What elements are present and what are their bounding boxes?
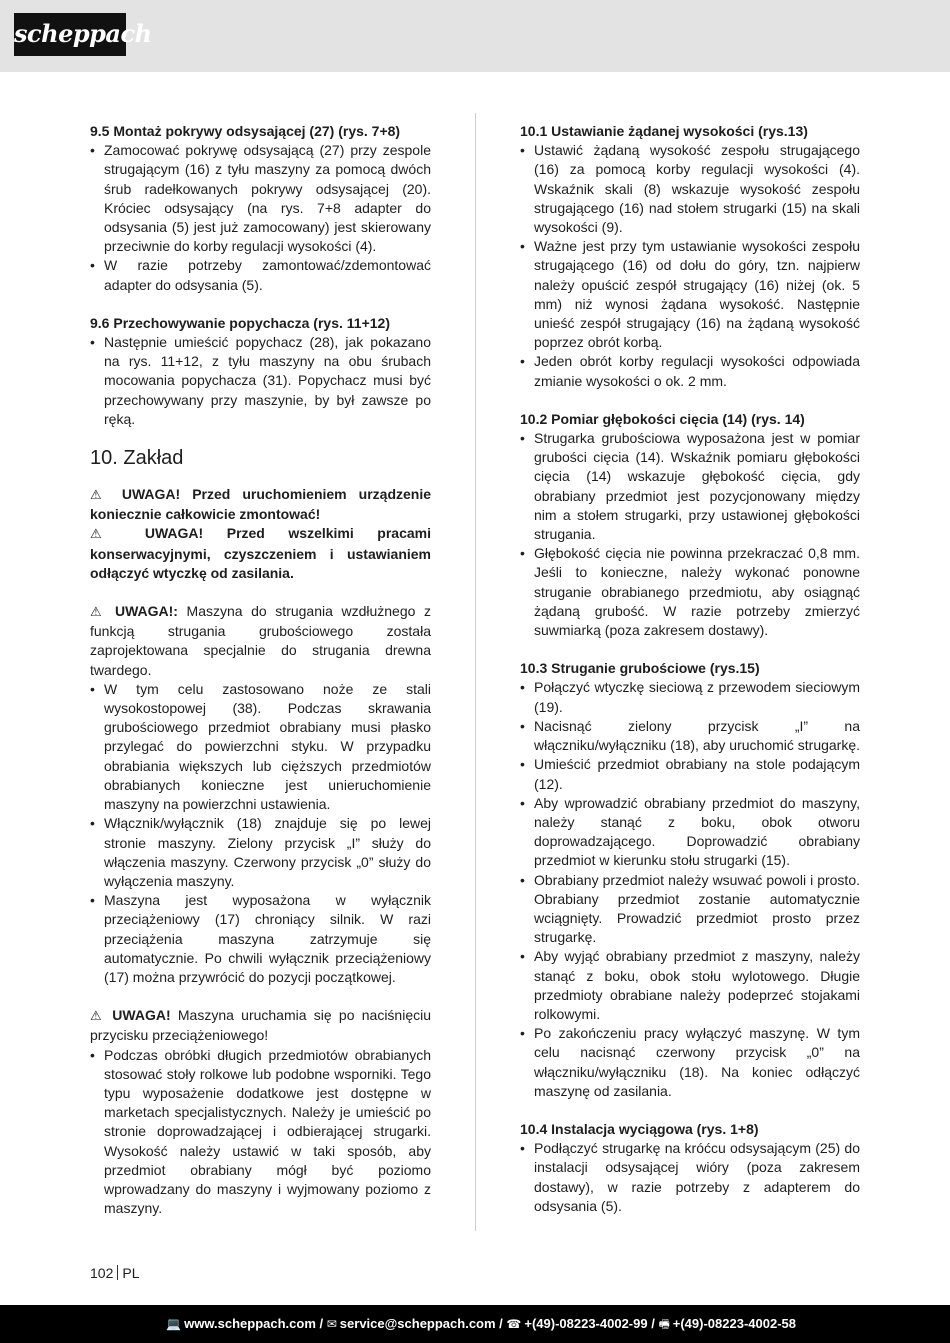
list-item: • Ustawić żądaną wysokość zespołu strugającego (16) za pomocą korby regulacji wysokości (4). Wskaźnik skali (8) wskazuje wysokość zespołu strugającego (16) nad stołem strugarki (15) na skali wysokości (9). xyxy=(520,141,860,237)
hardwood-list xyxy=(90,680,431,987)
page-number: 102 PL xyxy=(90,1265,140,1281)
phone-icon: ☎ xyxy=(506,1317,522,1331)
section-10-4-title: 10.4 Instalacja wyciągowa (rys. 1+8) xyxy=(520,1120,759,1137)
warning-assembly: ⚠ UWAGA! Przed uruchomieniem urządzenie koniecznie całkowicie zmontować! xyxy=(90,486,432,523)
fax-icon: 🖷 xyxy=(658,1317,670,1331)
left-column xyxy=(90,122,431,1218)
list-item: • Aby wprowadzić obrabiany przedmiot do maszyny, należy stanąć z boku, obok otworu doprowadzającego. Doprowadzić obrabiany przedmiot w kierunku stołu strugarki (15). xyxy=(520,794,860,871)
list-item: • Umieścić przedmiot obrabiany na stole podającym (12). xyxy=(520,755,860,793)
list-item: • Połączyć wtyczkę sieciową z przewodem sieciowym (19). xyxy=(520,678,860,716)
email-icon: ✉ xyxy=(326,1317,337,1331)
list-item: • Następnie umieścić popychacz (28), jak pokazano na rys. 11+12, z tyłu maszyny na obu śrubach mocowania popychacza (31). Popychacz musi być przechowywany przy maszynie, by był zawsze po ręką. xyxy=(90,333,431,429)
footer-phone: +(49)-08223-4002-99 / xyxy=(524,1316,655,1331)
list-item: • Głębokość cięcia nie powinna przekraczać 0,8 mm. Jeśli to konieczne, należy wykonać ponowne struganie obrabianego przedmiotu, aby osiągnąć żądaną grubość. W razie potrzeby zmierzyć suwmiarką (poza zakresem dostawy). xyxy=(520,544,860,640)
right-column xyxy=(520,122,860,1216)
list-item: • W tym celu zastosowano noże ze stali wysokostopowej (38). Podczas skrawania grubościowego przedmiot obrabiany musi płasko przylegać do powierzchni styku. W przypadku obrabiania większych lub cięższych przedmiotów obrabianych konieczne jest unieruchomienie maszyny na powierzchni ustawienia. xyxy=(90,680,431,814)
list-item: • Aby wyjąć obrabiany przedmiot z maszyny, należy stanąć z boku, obok stołu wylotowego. Długie przedmioty obrabiane należy podeprzeć stojakami rolkowymi. xyxy=(520,947,860,1024)
list-item: • W razie potrzeby zamontować/zdemontować adapter do odsysania (5). xyxy=(90,256,431,294)
section-9-5-title: 9.5 Montaż pokrywy odsysającej (27) (rys. 7+8) xyxy=(90,123,401,139)
footer-website[interactable]: www.scheppach.com / xyxy=(184,1316,324,1331)
header-bar xyxy=(0,0,950,72)
scheppach-logo: scheppach xyxy=(14,13,126,56)
section-10-3-title: 10.3 Struganie grubościowe (rys.15) xyxy=(520,660,760,677)
list-item: • Zamocować pokrywę odsysającą (27) przy zespole strugającym (16) z tyłu maszyny za pomocą dwóch śrub radełkowanych pokrywy odsysającej (20). Króciec odsysający (na rys. 7+8 adapter do odsysania (5) jest już zamocowany) jest skierowany przeciwnie do korby regulacji wysokości (4). xyxy=(90,141,431,256)
list-item: • Maszyna jest wyposażona w wyłącznik przeciążeniowy (17) chroniący silnik. W razi przeciążenia maszyna zatrzymuje się automatycznie. Po chwili wyłącznik przeciążeniowy (17) można przywrócić do pozycji początkowej. xyxy=(90,891,431,987)
section-9-5-list xyxy=(90,141,431,295)
footer-fax: +(49)-08223-4002-58 xyxy=(672,1316,796,1331)
warning-icon: ⚠ xyxy=(90,1009,106,1025)
list-item: • Podczas obróbki długich przedmiotów obrabianych stosować stoły rolkowe lub podobne wsporniki. Tego typu wyposażenie dodatkowe jest dostępne w marketach specjalistycznych. Należy je umieścić po stronie doprowadzającej i odbierającej strugarki. Wysokość należy ustawić w taki sposób, aby przedmiot obrabiany mógł być poziomo wprowadzany do maszyny i wyjmowany poziomo z maszyny. xyxy=(90,1046,431,1219)
section-10-4-list xyxy=(520,1139,860,1216)
section-10-1-title: 10.1 Ustawianie żądanej wysokości (rys.13) xyxy=(520,123,808,139)
warning-hardwood: ⚠ UWAGA!: Maszyna do strugania wzdłużnego z funkcją strugania grubościowego została zaprojektowana specjalnie do strugania drewna twardego. xyxy=(90,603,432,678)
section-10-title: 10. Zakład xyxy=(90,447,184,470)
computer-icon: 💻 xyxy=(166,1317,182,1331)
column-divider xyxy=(475,113,476,1231)
list-item: • Strugarka grubościowa wyposażona jest w pomiar grubości cięcia (14). Wskaźnik pomiaru głębokości cięcia (14) wskazuje głębokość cięcia, gdy obrabiany przedmiot jest pozycjonowany między nim a stołem strugarki, przy ustawionej głębokości strugania. xyxy=(520,429,860,544)
list-item: • Ważne jest przy tym ustawianie wysokości zespołu strugającego (16) od dołu do góry, tzn. najpierw należy opuścić zespół strugający (16) niżej (ok. 5 mm) niż wynosi żądana wysokość. Następnie unieść zespół strugający (16) na żądaną wysokość poprzez obrót korbą. xyxy=(520,237,860,352)
warning-maintenance: ⚠ UWAGA! Przed wszelkimi pracami konserwacyjnymi, czyszczeniem i ustawianiem odłączyć wtyczkę od zasilania. xyxy=(90,525,431,581)
list-item: • Obrabiany przedmiot należy wsuwać powoli i prosto. Obrabiany przedmiot zostanie automatycznie wciągnięty. Prowadzić przedmiot prosto przez strugarkę. xyxy=(520,871,860,948)
section-10-2-list xyxy=(520,429,860,640)
section-9-6-title: 9.6 Przechowywanie popychacza (rys. 11+12) xyxy=(90,314,390,331)
warning-icon: ⚠ xyxy=(90,605,107,621)
list-item: • Włącznik/wyłącznik (18) znajduje się po lewej stronie maszyny. Zielony przycisk „I” służy do włączenia maszyny. Czerwony przycisk „0” służy do wyłączenia maszyny. xyxy=(90,814,431,891)
section-10-3-list xyxy=(520,678,860,1100)
overload-list xyxy=(90,1046,431,1219)
section-10-1-list xyxy=(520,141,860,391)
section-10-2-title: 10.2 Pomiar głębokości cięcia (14) (rys. 14) xyxy=(520,410,805,427)
footer-bar xyxy=(0,1305,950,1343)
warning-icon: ⚠ xyxy=(90,488,110,504)
list-item: • Po zakończeniu pracy wyłączyć maszynę. W tym celu nacisnąć czerwony przycisk „0” na włączniku/wyłączniku (18). Na koniec odłączyć maszynę od zasilania. xyxy=(520,1024,860,1101)
list-item: • Podłączyć strugarkę na króćcu odsysającym (25) do instalacji odsysającej wióry (poza zakresem dostawy), w razie potrzeby z adapterem do odsysania (5). xyxy=(520,1139,860,1216)
list-item: • Nacisnąć zielony przycisk „I” na włączniku/wyłączniku (18), aby uruchomić strugarkę. xyxy=(520,717,860,755)
footer-email[interactable]: service@scheppach.com / xyxy=(339,1316,503,1331)
warning-overload: ⚠ UWAGA! Maszyna uruchamia się po naciśnięciu przycisku przeciążeniowego! xyxy=(90,1007,432,1044)
list-item: • Jeden obrót korby regulacji wysokości odpowiada zmianie wysokości o ok. 2 mm. xyxy=(520,352,860,390)
warning-icon: ⚠ xyxy=(90,527,122,543)
section-9-6-list xyxy=(90,333,431,429)
